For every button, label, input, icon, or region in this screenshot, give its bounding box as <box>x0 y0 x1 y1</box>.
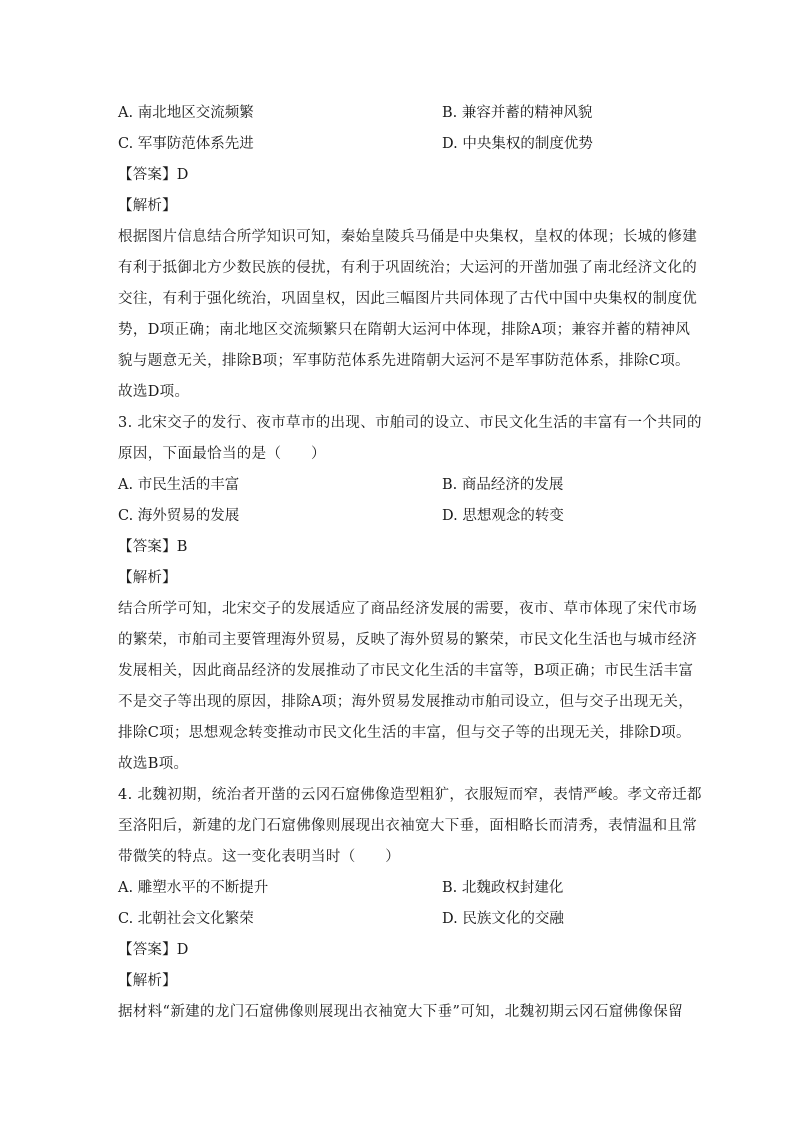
q4-option-a: A. 雕塑水平的不断提升 <box>118 880 269 896</box>
q4-analysis <box>118 997 683 1028</box>
q3-option-b: B. 商品经济的发展 <box>442 477 564 493</box>
q2-analysis-line: 势，D项正确；南北地区交流频繁只在隋朝大运河中体现，排除A项；兼容并蓄的精神风 <box>118 322 691 338</box>
q4-stem-line: 带微笑的特点。这一变化表明当时（ ） <box>118 849 401 865</box>
q4-options-row-2 <box>118 904 678 935</box>
q3-stem-line: 原因，下面最恰当的是（ ） <box>118 446 326 462</box>
q4-stem-line: 至洛阳后，新建的龙门石窟佛像则展现出衣袖宽大下垂，面相略长而清秀，表情温和且常 <box>118 818 698 834</box>
q3-options-row-2 <box>118 501 678 532</box>
q3-stem-line: 3. 北宋交子的发行、夜市草市的出现、市舶司的设立、市民文化生活的丰富有一个共同的 <box>118 415 702 431</box>
q3-option-a: A. 市民生活的丰富 <box>118 477 240 493</box>
q4-option-c: C. 北朝社会文化繁荣 <box>118 911 254 927</box>
q3-analysis-line: 排除C项；思想观念转变推动市民文化生活的丰富，但与交子等的出现无关，排除D项。 <box>118 725 691 741</box>
q4-analysis-line: 据材料“新建的龙门石窟佛像则展现出衣袖宽大下垂”可知，北魏初期云冈石窟佛像保留 <box>118 1004 683 1020</box>
q2-analysis-line: 交往，有利于强化统治，巩固皇权，因此三幅图片共同体现了古代中国中央集权的制度优 <box>118 291 698 307</box>
q2-option-c: C. 军事防范体系先进 <box>118 136 254 152</box>
q2-option-d: D. 中央集权的制度优势 <box>442 136 593 152</box>
q4-analysis-label: 【解析】 <box>118 973 177 989</box>
q2-options-row-1 <box>118 98 678 129</box>
q2-option-b: B. 兼容并蓄的精神风貌 <box>442 105 593 121</box>
q3-analysis-label: 【解析】 <box>118 570 177 586</box>
q2-analysis <box>118 222 698 408</box>
q2-analysis-line: 故选D项。 <box>118 384 190 400</box>
q2-option-a: A. 南北地区交流频繁 <box>118 105 254 121</box>
q3-analysis-line: 的繁荣，市舶司主要管理海外贸易，反映了海外贸易的繁荣，市民文化生活也与城市经济 <box>118 632 698 648</box>
q4-option-b: B. 北魏政权封建化 <box>442 880 564 896</box>
q3-options-row-1 <box>118 470 678 501</box>
q4-options-row-1 <box>118 873 678 904</box>
q4-stem <box>118 780 702 873</box>
q4-option-d: D. 民族文化的交融 <box>442 911 564 927</box>
q2-analysis-line: 有利于抵御北方少数民族的侵扰，有利于巩固统治；大运河的开凿加强了南北经济文化的 <box>118 260 698 276</box>
document-page <box>118 98 702 1028</box>
q3-stem <box>118 408 702 470</box>
q2-analysis-line: 貌与题意无关，排除B项；军事防范体系先进隋朝大运河不是军事防范体系，排除C项。 <box>118 353 690 369</box>
q3-analysis-line: 结合所学可知，北宋交子的发展适应了商品经济发展的需要，夜市、草市体现了宋代市场 <box>118 601 698 617</box>
q3-option-c: C. 海外贸易的发展 <box>118 508 240 524</box>
q3-analysis-line: 故选B项。 <box>118 756 189 772</box>
q4-answer: 【答案】D <box>118 942 189 958</box>
q3-option-d: D. 思想观念的转变 <box>442 508 564 524</box>
q2-options-row-2 <box>118 129 678 160</box>
q3-analysis-line: 发展相关，因此商品经济的发展推动了市民文化生活的丰富等，B项正确；市民生活丰富 <box>118 663 694 679</box>
q3-analysis <box>118 594 698 780</box>
q3-analysis-line: 不是交子等出现的原因，排除A项；海外贸易发展推动市舶司设立，但与交子出现无关， <box>118 694 694 710</box>
q4-stem-line: 4. 北魏初期，统治者开凿的云冈石窟佛像造型粗犷，衣服短而窄，表情严峻。孝文帝迁都 <box>118 787 702 803</box>
q2-analysis-label: 【解析】 <box>118 198 177 214</box>
q2-analysis-line: 根据图片信息结合所学知识可知，秦始皇陵兵马俑是中央集权，皇权的体现；长城的修建 <box>118 229 698 245</box>
q2-answer: 【答案】D <box>118 167 189 183</box>
q3-answer: 【答案】B <box>118 539 188 555</box>
